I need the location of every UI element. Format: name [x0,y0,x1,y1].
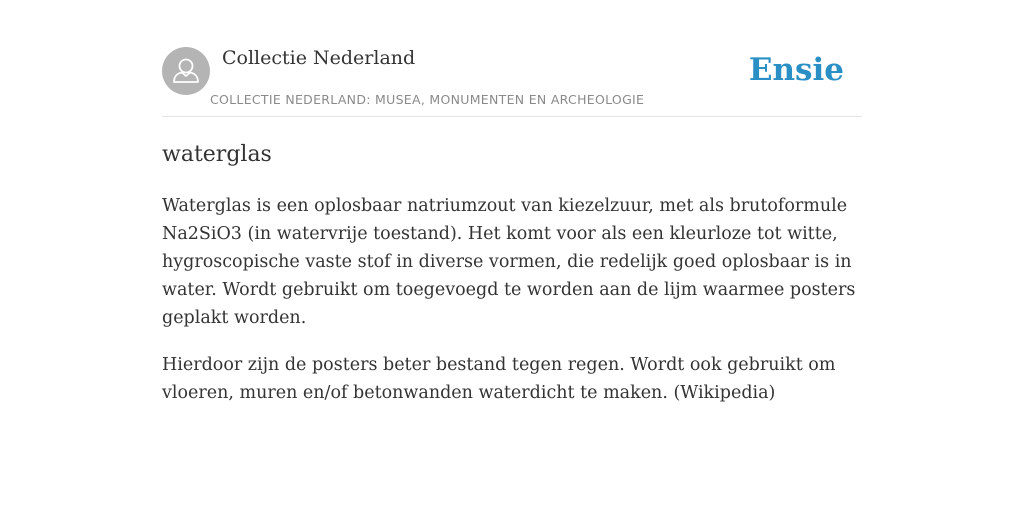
user-silhouette-icon [162,47,210,95]
collection-name[interactable]: COLLECTIE NEDERLAND: MUSEA, MONUMENTEN EN ARCHEOLOGIE [210,92,645,107]
article-paragraph: Waterglas is een oplosbaar natriumzout van kiezelzuur, met als brutoformule Na2SiO3 (in watervrije toestand). Het komt voor als een kleurloze tot witte, hygroscopische vaste stof in diverse vormen, die redelijk goed oplosbaar is in water. Wordt gebruikt om toegevoegd te worden aan de lijm waarmee posters geplakt worden. [162,196,856,328]
article-body [162,192,862,426]
article-title: waterglas [162,142,272,167]
ensie-logo[interactable]: Ensie [748,52,844,88]
author-name[interactable]: Collectie Nederland [222,47,416,69]
article-paragraph: Hierdoor zijn de posters beter bestand tegen regen. Wordt ook gebruikt om vloeren, muren en/of betonwanden waterdicht te maken. (Wikipedia) [162,355,836,403]
header [162,46,862,117]
avatar[interactable] [162,47,210,95]
